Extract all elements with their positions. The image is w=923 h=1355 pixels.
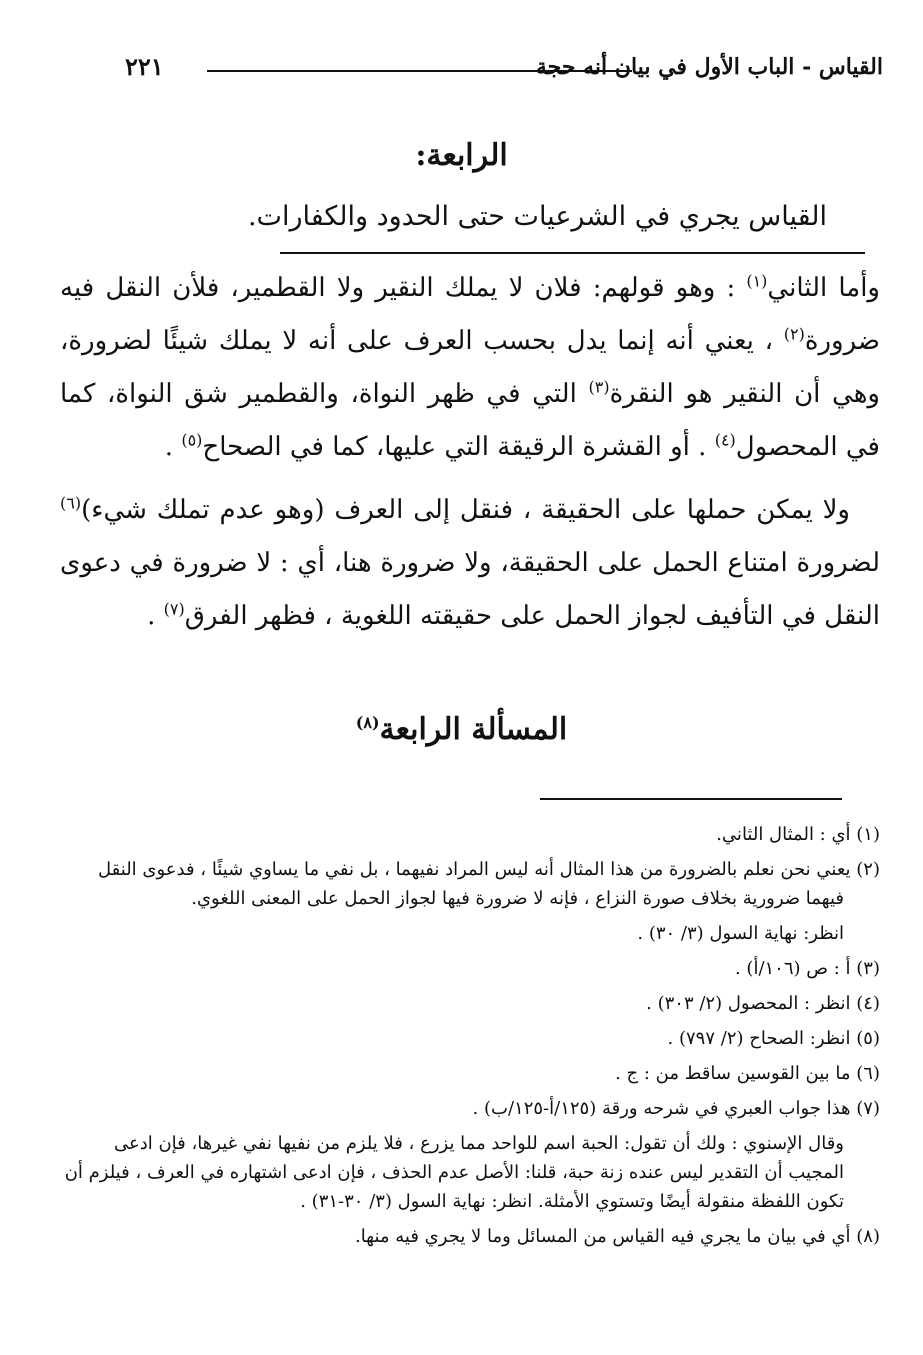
footnote-ref-7: (٧) [163,599,185,619]
footnote-5: (٥) انظر: الصحاح (٢/ ٧٩٧) . [667,1028,880,1049]
footnote-ref-3: (٣) [588,377,610,397]
footnote-ref-8: (٨) [355,713,380,732]
footnote-7-continuation: وقال الإسنوي : ولك أن تقول: الحبة اسم للواحد مما يزرع ، فلا يلزم من نفيها نفي غيرها، فإن ادعى المجيب أن التقدير ليس عنده زنة حبة، قلنا: الأصل عدم الحذف ، فإن ادعى اشتهاره في العرف ، فيلزم أن تكون اللفظة منقولة أيضًا وتستوي الأمثلة. انظر: نهاية السول (٣/ ٣٠-٣١) . [64,1133,844,1212]
paragraph-1 [60,262,880,474]
page-number: ٢٢١ [125,52,164,81]
paragraph-2-text: . [147,601,164,631]
issue-heading-text: المسألة الرابعة [379,712,568,747]
main-text [60,262,880,653]
paragraph-1-text: التي في ظهر النواة، والقطمير شق النواة، كما في المحصول [60,379,880,462]
footnote-separator [540,798,842,800]
footnote-3: (٣) أ : ص (١٠٦/أ) . [734,958,880,979]
footnote-ref-2: (٢) [783,324,805,344]
running-title: القياس - الباب الأول في بيان أنه حجة [535,54,883,80]
paragraph-2 [60,484,880,643]
paragraph-1-text: . [164,432,182,462]
paragraph-1-text: . أو القشرة الرقيقة التي عليها، كما في الصحاح [202,432,715,462]
rule-statement [247,192,865,254]
paragraph-1-text: وأما الثاني [767,273,880,303]
section-heading: الرابعة: [415,138,508,173]
footnote-2-continuation: انظر: نهاية السول (٣/ ٣٠) . [637,923,844,944]
paragraph-1-text: : وهو قولهم: فلان لا يملك النقير ولا القطمير، فلأن النقل فيه ضرورة [60,273,880,356]
footnote-4: (٤) انظر : المحصول (٢/ ٣٠٣) . [646,993,880,1014]
paragraph-2-text: لضرورة امتناع الحمل على الحقيقة، ولا ضرورة هنا، أي : لا ضرورة في دعوى النقل في التأفيف لجواز الحمل على حقيقته اللغوية ، فظهر الفرق [60,548,880,631]
footnote-8: (٨) أي في بيان ما يجري فيه القياس من المسائل وما لا يجري فيه منها. [354,1226,880,1247]
footnote-2: (٢) يعني نحن نعلم بالضرورة من هذا المثال أنه ليس المراد نفيهما ، بل نفي ما يساوي شيئًا ، فدعوى النقل فيهما ضرورية بخلاف صورة النزاع ، فإنه لا ضرورة فيها لجواز الحمل على المعنى اللغوي. [98,859,880,909]
page-header [115,52,895,92]
footnote-ref-1: (١) [746,271,768,291]
footnote-6: (٦) ما بين القوسين ساقط من : ج . [615,1063,880,1084]
issue-heading [0,712,923,747]
paragraph-2-text: ولا يمكن حملها على الحقيقة ، فنقل إلى العرف (وهو عدم تملك شيء) [81,495,850,525]
footnote-7: (٧) هذا جواب العبري في شرحه ورقة (١٢٥/أ-١٢٥/ب) . [472,1098,880,1119]
footnote-ref-6: (٦) [60,493,82,513]
paragraph-1-text: ، يعني أنه إنما يدل بحسب العرف على أنه لا يملك شيئًا لضرورة، وهي أن النقير هو النقرة [60,326,880,409]
footnote-ref-4: (٤) [714,430,736,450]
footnote-1: (١) أي : المثال الثاني. [716,824,880,845]
footnotes [60,820,880,1257]
rule-text: القياس يجري في الشرعيات حتى الحدود والكفارات. [247,201,827,232]
footnote-ref-5: (٥) [181,430,203,450]
